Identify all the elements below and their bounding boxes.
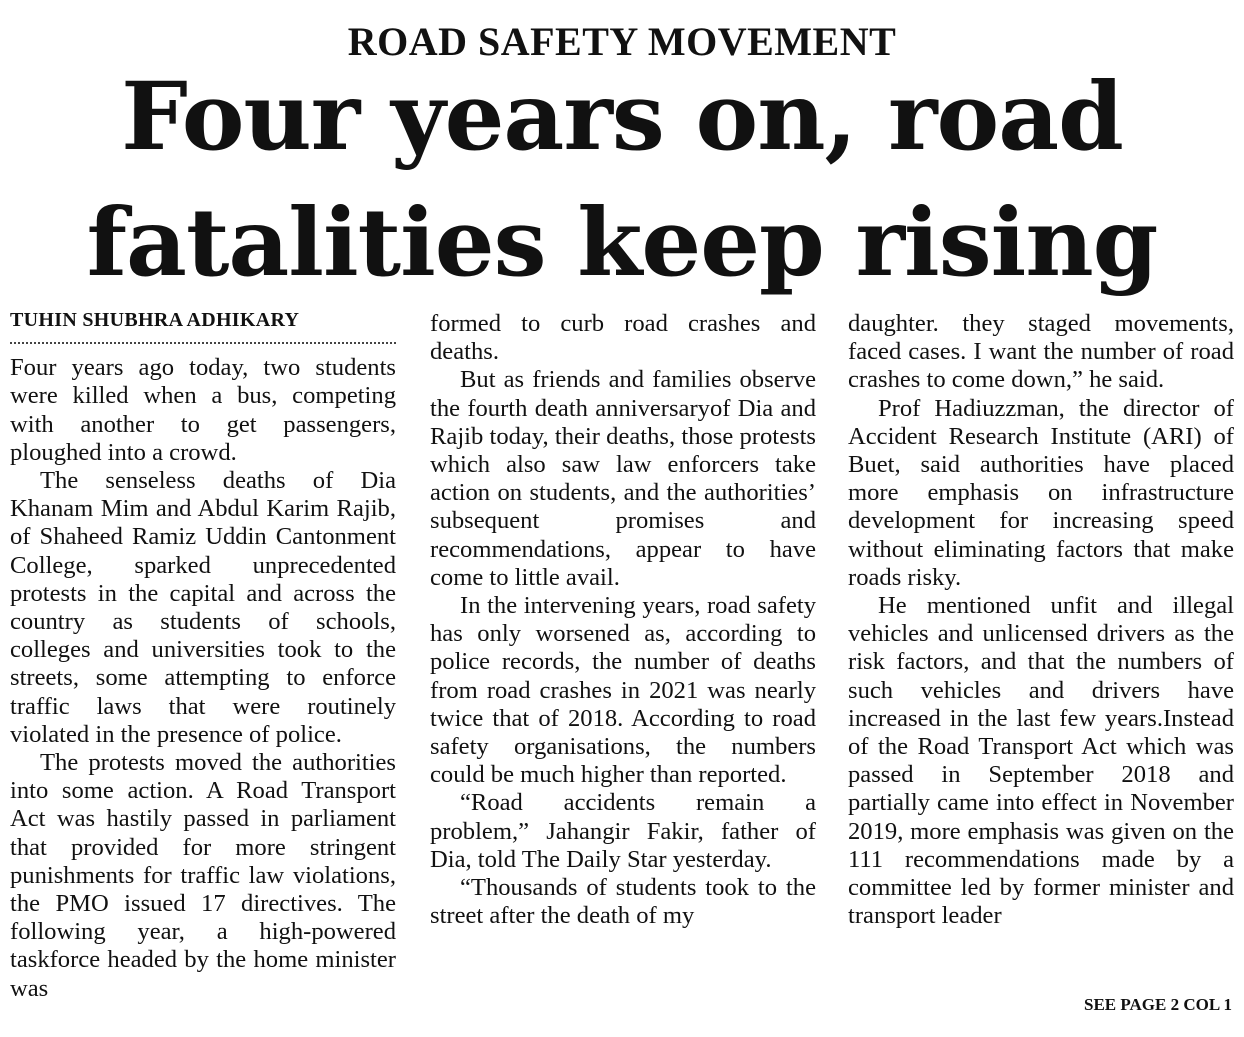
kicker: ROAD SAFETY MOVEMENT xyxy=(347,19,897,64)
paragraph: “Thousands of students took to the street after the death of my xyxy=(430,874,816,930)
paragraph: “Road accidents remain a problem,” Jahangir Fakir, father of Dia, told The Daily Star yesterday. xyxy=(430,789,816,873)
headline-line-1: Four years on, road xyxy=(121,62,1123,172)
article-column-2 xyxy=(430,310,816,930)
continuation-reference: SEE PAGE 2 COL 1 xyxy=(1084,995,1232,1014)
article-column-3 xyxy=(848,310,1234,930)
paragraph: The protests moved the authorities into some action. A Road Transport Act was hastily passed in parliament that provided for more stringent punishments for traffic law violations, the PMO issued 17 directives. The following year, a high-powered taskforce headed by the home minister was xyxy=(10,749,396,1002)
paragraph: In the intervening years, road safety has only worsened as, according to police records, the number of deaths from road crashes in 2021 was nearly twice that of 2018. According to road safety organisations, the numbers could be much higher than reported. xyxy=(430,592,816,789)
paragraph: The senseless deaths of Dia Khanam Mim and Abdul Karim Rajib, of Shaheed Ramiz Uddin Cantonment College, sparked unprecedented protests in the capital and across the country as students of schools, colleges and universities took to the streets, some attempting to enforce traffic laws that were routinely violated in the presence of police. xyxy=(10,467,396,748)
paragraph: But as friends and families observe the fourth death anniversaryof Dia and Rajib today, their deaths, those protests which also saw law enforcers take action on students, and the authorities’ subsequent promises and recommendations, appear to have come to little avail. xyxy=(430,366,816,591)
paragraph: He mentioned unfit and illegal vehicles and unlicensed drivers as the risk factors, and that the numbers of such vehicles and drivers have increased in the last few years.Instead of the Road Transport Act which was passed in September 2018 and partially came into effect in November 2019, more emphasis was given on the 111 recommendations made by a committee led by former minister and transport leader xyxy=(848,592,1234,930)
headline-line-2: fatalities keep rising xyxy=(86,188,1158,298)
paragraph: formed to curb road crashes and deaths. xyxy=(430,310,816,366)
article-column-1 xyxy=(10,306,396,1003)
paragraph: daughter. they staged movements, faced cases. I want the number of road crashes to come down,” he said. xyxy=(848,310,1234,394)
paragraph: Four years ago today, two students were killed when a bus, competing with another to get passengers, ploughed into a crowd. xyxy=(10,354,396,466)
byline: TUHIN SHUBHRA ADHIKARY xyxy=(10,306,396,344)
paragraph: Prof Hadiuzzman, the director of Accident Research Institute (ARI) of Buet, said authorities have placed more emphasis on infrastructure development for increasing speed without eliminating factors that make roads risky. xyxy=(848,394,1234,591)
